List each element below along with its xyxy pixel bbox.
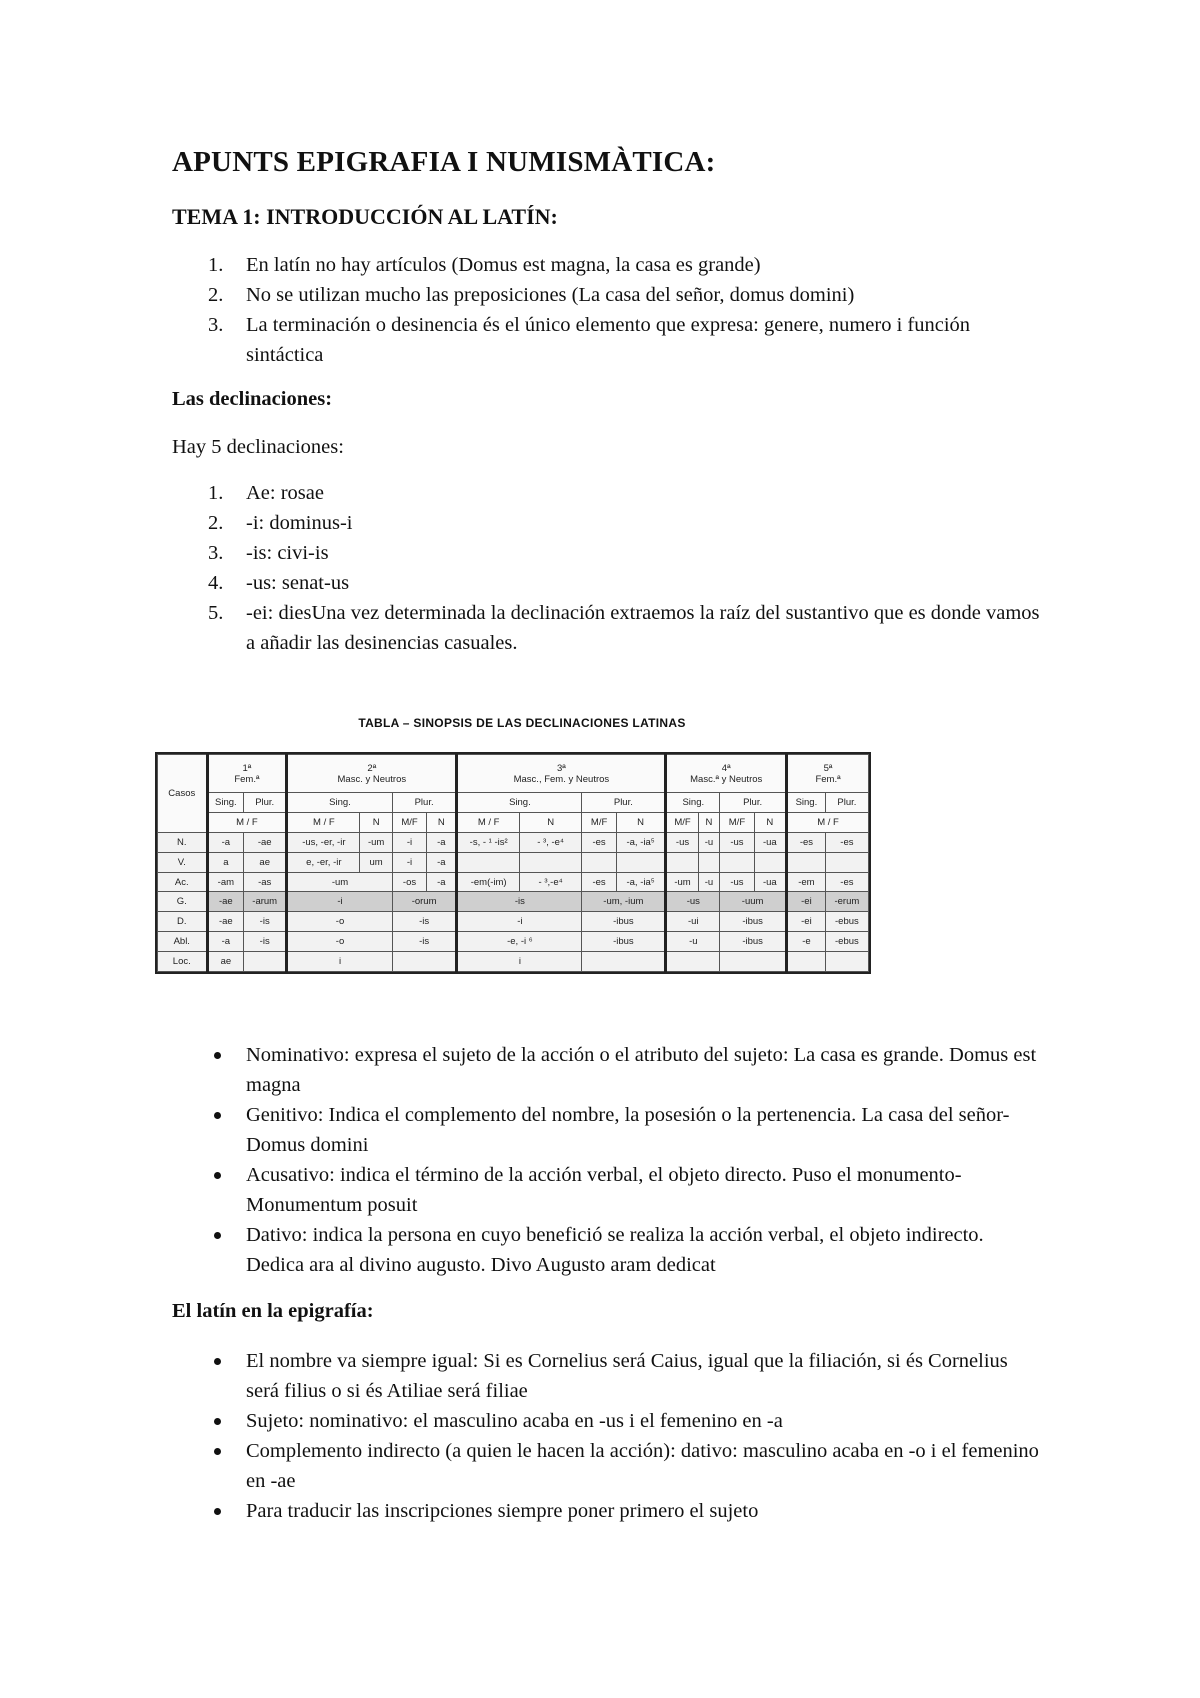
table-cell: -us (720, 832, 754, 852)
table-header-cell: Plur. (244, 793, 287, 813)
list-item: 3. La terminación o desinencia és el único elemento que expresa: genere, numero i función sintáctica (208, 314, 971, 366)
table-header-cell: M/F (720, 812, 754, 832)
table-header-cell: 1ª Fem.ª (207, 755, 287, 793)
table-cell (582, 952, 666, 972)
table-cell (754, 852, 786, 872)
table-cell: -us (720, 872, 754, 892)
list-item: 2. -i: dominus-i (208, 512, 353, 534)
epigrafia-heading: El latín en la epigrafía: (172, 1300, 374, 1322)
table-cell: -ua (754, 832, 786, 852)
table-cell: -es (582, 832, 616, 852)
table-cell: -a (207, 932, 244, 952)
table-cell-case: V. (158, 852, 208, 872)
list-item: Complemento indirecto (a quien le hacen la acción): dativo: masculino acaba en -o i el femenino en -ae (172, 1436, 1042, 1496)
table-header-cell: M / F (207, 812, 287, 832)
table-cell: -as (244, 872, 287, 892)
table-cell: -u (698, 832, 720, 852)
table-cell: i (457, 952, 582, 972)
table-cell (825, 852, 868, 872)
table-cell: -a (427, 872, 457, 892)
table-cell-case: N. (158, 832, 208, 852)
table-cell: -orum (392, 892, 457, 912)
declension-table (157, 754, 869, 972)
list-item: Acusativo: indica el término de la acción verbal, el objeto directo. Puso el monumento- Monumentum posuit (172, 1160, 1042, 1220)
table-header-cell: 3ª Masc., Fem. y Neutros (457, 755, 666, 793)
table-header-cell: N (519, 812, 581, 832)
declinaciones-heading: Las declinaciones: (172, 388, 333, 410)
table-cell: -s, - ¹ -is² (457, 832, 519, 852)
table-cell: -e (787, 932, 826, 952)
table-header-cell: N (754, 812, 786, 832)
list-item: Genitivo: Indica el complemento del nombre, la posesión o la pertenencia. La casa del señor- Domus domini (172, 1100, 1042, 1160)
table-cell (616, 852, 666, 872)
table-header-cell: 2ª Masc. y Neutros (287, 755, 457, 793)
table-cell: -u (698, 872, 720, 892)
table-cell: -a (207, 832, 244, 852)
list-item: Nominativo: expresa el sujeto de la acción o el atributo del sujeto: La casa es grande. Domus est magna (172, 1040, 1042, 1100)
table-header-cell: Plur. (392, 793, 457, 813)
table-cell: ae (244, 852, 287, 872)
table-row (158, 912, 869, 932)
table-cell-case: G. (158, 892, 208, 912)
table-cell-case: Ac. (158, 872, 208, 892)
table-cell: -a (427, 832, 457, 852)
table-cell: -erum (825, 892, 868, 912)
table-cell: - ³, -e⁴ (519, 832, 581, 852)
table-cell: -a (427, 852, 457, 872)
table-header-cell: M / F (457, 812, 519, 832)
table-cell: -em(-im) (457, 872, 519, 892)
table-cell: -ibus (720, 932, 787, 952)
table-header-cell: Plur. (582, 793, 666, 813)
table-row (158, 892, 869, 912)
table-cell: -us (666, 832, 698, 852)
list-item: 3. -is: civi-is (208, 542, 329, 564)
table-cell: - ³,-e⁴ (519, 872, 581, 892)
table-header-cell: N (698, 812, 720, 832)
bullet-icon (214, 1112, 221, 1119)
table-header-cell: Sing. (207, 793, 244, 813)
bullet-icon (214, 1052, 221, 1059)
table-cell: -i (392, 852, 426, 872)
table-cell: -is (244, 932, 287, 952)
table-cell: -i (392, 832, 426, 852)
table-header-cell: N (427, 812, 457, 832)
table-cell: -o (287, 932, 393, 952)
table-cell (825, 952, 868, 972)
table-row (158, 872, 869, 892)
table-cell: -es (787, 832, 826, 852)
table-cell-case: D. (158, 912, 208, 932)
list-item: Sujeto: nominativo: el masculino acaba en -us i el femenino en -a (172, 1406, 1042, 1436)
table-cell: -os (392, 872, 426, 892)
table-cell: -um (287, 872, 393, 892)
table-cell (720, 952, 787, 972)
bullet-icon (214, 1232, 221, 1239)
table-cell: -ebus (825, 912, 868, 932)
table-cell (787, 952, 826, 972)
table-cell: -es (582, 872, 616, 892)
table-header-cell: M / F (787, 812, 869, 832)
table-cell: -ebus (825, 932, 868, 952)
table-cell: -uum (720, 892, 787, 912)
table-cell: a (207, 852, 244, 872)
table-cell: -um (360, 832, 392, 852)
table-header-cell: M/F (582, 812, 616, 832)
table-cell: -e, -i ⁶ (457, 932, 582, 952)
table-row (158, 952, 869, 972)
table-title: TABLA – SINOPSIS DE LAS DECLINACIONES LATINAS (358, 716, 686, 730)
table-header-cell: M / F (287, 812, 360, 832)
bullet-icon (214, 1418, 221, 1425)
table-cell: -is (392, 912, 457, 932)
table-cell: -am (207, 872, 244, 892)
table-cell (519, 852, 581, 872)
list-item: 2. No se utilizan mucho las preposiciones (La casa del señor, domus domini) (208, 284, 855, 306)
table-cell-case: Loc. (158, 952, 208, 972)
bullet-icon (214, 1448, 221, 1455)
table-row (158, 852, 869, 872)
list-item: 1. En latín no hay artículos (Domus est magna, la casa es grande) (208, 254, 761, 276)
table-header-cell: 5ª Fem.ª (787, 755, 869, 793)
table-cell: -ua (754, 872, 786, 892)
table-cell: -us (666, 892, 720, 912)
table-cell: -um, -ium (582, 892, 666, 912)
table-cell: -es (825, 832, 868, 852)
table-frame (155, 752, 871, 974)
document-title: APUNTS EPIGRAFIA I NUMISMÀTICA: (172, 146, 716, 178)
list-item: Dativo: indica la persona en cuyo benefició se realiza la acción verbal, el objeto indirecto. Dedica ara al divino augusto. Divo Augusto aram dedicat (172, 1220, 1042, 1280)
table-cell: -ei (787, 892, 826, 912)
table-cell-case: Abl. (158, 932, 208, 952)
list-item: 5. -ei: diesUna vez determinada la declinación extraemos la raíz del sustantivo que es donde vamos a añadir las desinencias casuales. (208, 602, 1040, 654)
table-row (158, 832, 869, 852)
table-cell: -ui (666, 912, 720, 932)
table-cell: -o (287, 912, 393, 932)
table-cell (666, 952, 720, 972)
table-cell: -u (666, 932, 720, 952)
declinaciones-list (172, 478, 1042, 658)
bullet-icon (214, 1508, 221, 1515)
table-cell: -i (287, 892, 393, 912)
table-cell (720, 852, 754, 872)
table-cell: -is (244, 912, 287, 932)
table-cell (244, 952, 287, 972)
table-cell: -ei (787, 912, 826, 932)
table-cell: -ibus (582, 932, 666, 952)
bullet-icon (214, 1172, 221, 1179)
list-item: Para traducir las inscripciones siempre poner primero el sujeto (172, 1496, 1042, 1526)
table-header-cell: Plur. (720, 793, 787, 813)
intro-list (172, 250, 1042, 370)
table-header-cell: M/F (392, 812, 426, 832)
table-cell: -ae (207, 912, 244, 932)
table-header-cell: N (360, 812, 392, 832)
table-cell: -ae (244, 832, 287, 852)
section-heading-tema1: TEMA 1: INTRODUCCIÓN AL LATÍN: (172, 204, 558, 229)
epigrafia-list (172, 1346, 1042, 1526)
table-header-row (158, 812, 869, 832)
table-header-cell: Sing. (457, 793, 582, 813)
declinaciones-intro: Hay 5 declinaciones: (172, 436, 344, 458)
declension-table-image (155, 716, 889, 974)
table-header-cell: Sing. (787, 793, 826, 813)
table-header-row (158, 755, 869, 793)
table-cell: -a, -ia⁵ (616, 872, 666, 892)
table-header-row (158, 793, 869, 813)
table-cell: -es (825, 872, 868, 892)
table-cell: ae (207, 952, 244, 972)
table-cell: e, -er, -ir (287, 852, 360, 872)
table-header-cell: Sing. (666, 793, 720, 813)
bullet-icon (214, 1358, 221, 1365)
table-cell: i (287, 952, 393, 972)
table-cell: -em (787, 872, 826, 892)
table-cell: -ibus (582, 912, 666, 932)
table-cell (787, 852, 826, 872)
table-cell: -i (457, 912, 582, 932)
table-cell: -us, -er, -ir (287, 832, 360, 852)
table-header-cell: 4ª Masc.ª y Neutros (666, 755, 787, 793)
table-cell: -ae (207, 892, 244, 912)
table-cell: -um (666, 872, 698, 892)
list-item: 4. -us: senat-us (208, 572, 350, 594)
table-cell (582, 852, 616, 872)
table-cell (698, 852, 720, 872)
table-cell (457, 852, 519, 872)
table-cell: -is (457, 892, 582, 912)
table-body (158, 832, 869, 971)
table-cell: um (360, 852, 392, 872)
table-header-cell: M/F (666, 812, 698, 832)
table-row (158, 932, 869, 952)
casos-list (172, 1040, 1042, 1280)
list-item: El nombre va siempre igual: Si es Cornelius será Caius, igual que la filiación, si és Cornelius será filius o si és Atiliae será filiae (172, 1346, 1042, 1406)
table-header-cell: Casos (158, 755, 208, 833)
table-cell (392, 952, 457, 972)
table-header-cell: N (616, 812, 666, 832)
table-cell (666, 852, 698, 872)
table-cell: -is (392, 932, 457, 952)
table-header-cell: Plur. (825, 793, 868, 813)
table-header-cell: Sing. (287, 793, 393, 813)
table-cell: -a, -ia⁵ (616, 832, 666, 852)
table-cell: -ibus (720, 912, 787, 932)
list-item: 1. Ae: rosae (208, 482, 324, 504)
table-cell: -arum (244, 892, 287, 912)
